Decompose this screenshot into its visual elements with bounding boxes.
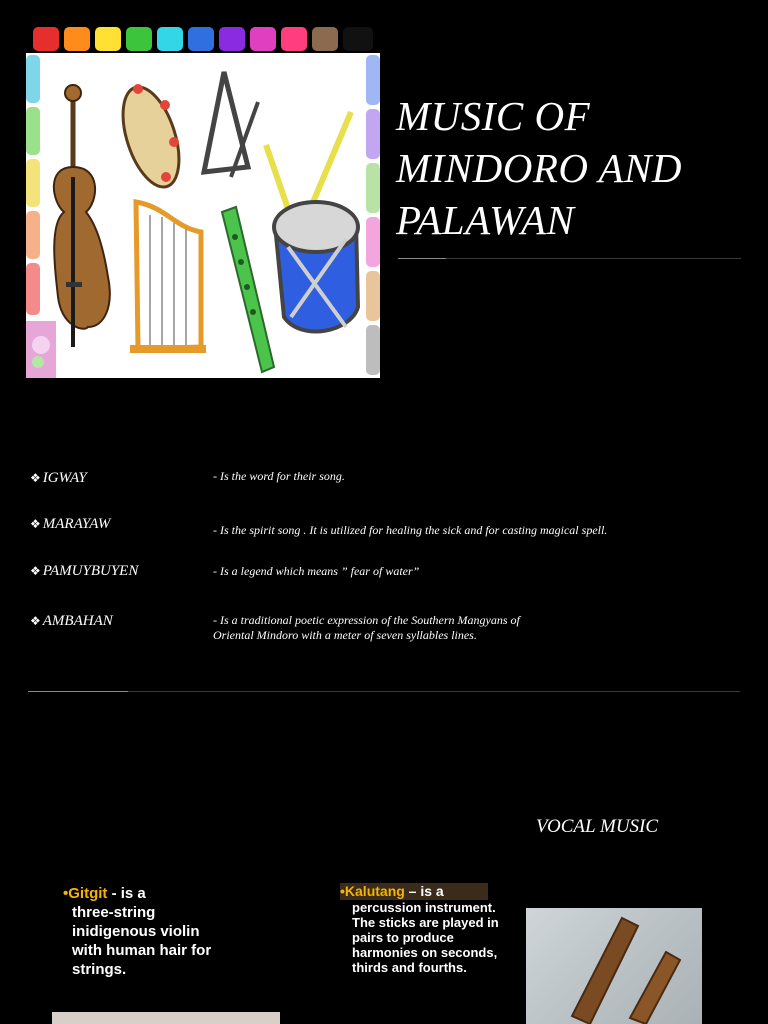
drum-icon [266,112,358,331]
section-divider [28,691,740,692]
gitgit-photo [52,1012,280,1024]
kalutang-description: percussion instrument. The sticks are played in pairs to produce harmonies on seconds, thirds and fourths. [352,900,499,975]
diamond-bullet-icon: ❖ [30,614,41,628]
term-pamuybuyen: ❖ PAMUYBUYEN [30,563,139,579]
definition-marayaw: - Is the spirit song . It is utilized for healing the sick and for casting magical spell. [213,523,608,537]
kalutang-name: Kalutang [344,883,405,899]
title-divider [398,258,741,259]
definition-pamuybuyen: - Is a legend which means ” fear of water” [213,564,420,578]
instruments-illustration [26,27,380,378]
triangle-icon [204,72,258,177]
gitgit-caption: •Gitgit - is a three-string inidigenous violin with human hair for strings. [63,885,212,978]
slide-title: MUSIC OF MINDORO AND PALAWAN [396,93,683,243]
harp-icon [130,202,206,353]
term-ambahan: ❖ AMBAHAN [30,613,113,629]
definition-igway: - Is the word for their song. [213,469,345,483]
recorder-icon [222,207,274,372]
violin-icon [54,85,110,347]
kalutang-heading: •Kalutang – is a [340,883,488,900]
term-igway: ❖ IGWAY [30,470,87,486]
vocal-music-heading: VOCAL MUSIC [536,816,659,837]
diamond-bullet-icon: ❖ [30,564,41,578]
definition-ambahan: - Is a traditional poetic expression of the Southern Mangyans of Oriental Mindoro with a meter of seven syllables lines. [213,613,520,642]
tambourine-icon [112,80,190,194]
diamond-bullet-icon: ❖ [30,517,41,531]
diamond-bullet-icon: ❖ [30,471,41,485]
kalutang-photo [526,908,702,1024]
term-marayaw: ❖ MARAYAW [30,516,111,532]
gitgit-name: Gitgit [68,885,108,902]
